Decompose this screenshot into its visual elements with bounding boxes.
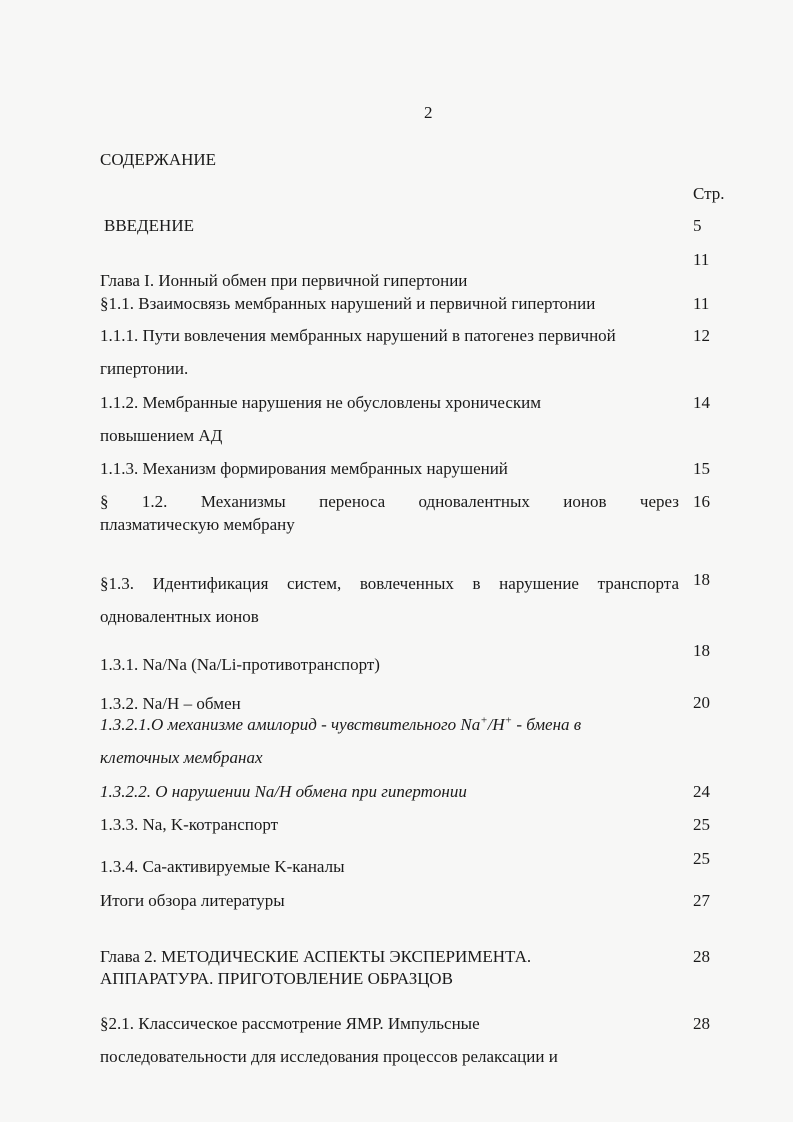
toc-s112-line2: повышением АД	[100, 426, 223, 445]
toc-s13-line1: §1.3. Идентификация систем, вовлеченных в нарушение транспорта	[100, 574, 679, 593]
toc-s11-page: 11	[693, 294, 710, 313]
page-number: 2	[424, 103, 433, 122]
toc-s112-line1: 1.1.2. Мембранные нарушения не обусловлены хроническим	[100, 393, 542, 412]
toc-summary: Итоги обзора литературы	[100, 891, 285, 910]
toc-s133: 1.3.3. Na, K-котранспорт	[100, 815, 279, 834]
toc-s112-page: 14	[693, 393, 710, 412]
toc-intro-page: 5	[693, 216, 702, 235]
toc-ch2-line1: Глава 2. МЕТОДИЧЕСКИЕ АСПЕКТЫ ЭКСПЕРИМЕНТА.	[100, 947, 532, 966]
toc-s12-line1: § 1.2. Механизмы переноса одновалентных ионов через	[100, 492, 679, 511]
toc-ch1: Глава I. Ионный обмен при первичной гипертонии	[100, 271, 468, 290]
toc-s113-page: 15	[693, 459, 710, 478]
toc-ch1-page: 11	[693, 250, 710, 269]
toc-s12-page: 16	[693, 492, 710, 511]
toc-s132: 1.3.2. Na/H – обмен	[100, 694, 241, 713]
toc-s11: §1.1. Взаимосвязь мембранных нарушений и первичной гипертонии	[100, 294, 596, 313]
toc-s13-line2: одновалентных ионов	[100, 607, 259, 626]
toc-s1322: 1.3.2.2. О нарушении Na/H обмена при гипертонии	[100, 782, 467, 801]
toc-s21-line2: последовательности для исследования процессов релаксации и	[100, 1047, 558, 1066]
toc-s113: 1.1.3. Механизм формирования мембранных нарушений	[100, 459, 508, 478]
toc-ch2-page: 28	[693, 947, 710, 966]
toc-s21-line1: §2.1. Классическое рассмотрение ЯМР. Импульсные	[100, 1014, 480, 1033]
toc-s111-page: 12	[693, 326, 710, 345]
toc-s12-line2: плазматическую мембрану	[100, 515, 295, 534]
toc-s111-line2: гипертонии.	[100, 359, 189, 378]
toc-summary-page: 27	[693, 891, 710, 910]
toc-s132-page: 20	[693, 693, 710, 712]
page-column-header: Стр.	[693, 184, 725, 203]
toc-s131-page: 18	[693, 641, 710, 660]
toc-intro: ВВЕДЕНИЕ	[104, 216, 194, 235]
toc-s134-page: 25	[693, 849, 710, 868]
page-title: СОДЕРЖАНИЕ	[100, 150, 217, 169]
toc-s1322-page: 24	[693, 782, 710, 801]
toc-s134: 1.3.4. Са-активируемые K-каналы	[100, 857, 345, 876]
toc-s111-line1: 1.1.1. Пути вовлечения мембранных нарушений в патогенез первичной	[100, 326, 616, 345]
toc-s1321-line2: клеточных мембранах	[100, 748, 263, 767]
toc-s1321-line1: 1.3.2.1.О механизме амилорид - чувствительного Na+/H+ - бмена в	[100, 714, 582, 734]
toc-s13-page: 18	[693, 570, 710, 589]
toc-ch2-line2: АППАРАТУРА. ПРИГОТОВЛЕНИЕ ОБРАЗЦОВ	[100, 969, 453, 988]
toc-s131: 1.3.1. Na/Na (Na/Li-противотранспорт)	[100, 655, 380, 674]
toc-s133-page: 25	[693, 815, 710, 834]
toc-s21-page: 28	[693, 1014, 710, 1033]
